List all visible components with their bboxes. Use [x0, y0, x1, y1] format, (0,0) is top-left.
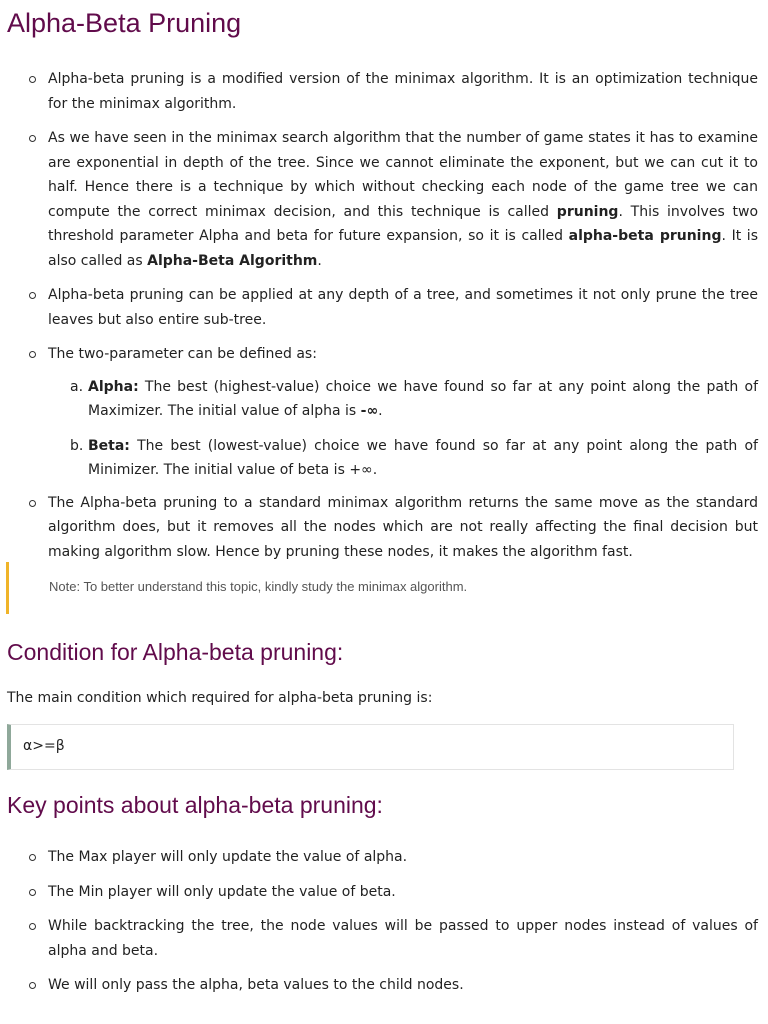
item-text: The Max player will only update the value of alpha.	[48, 849, 408, 865]
bullet-icon	[29, 982, 36, 989]
list-item	[0, 880, 768, 905]
item-text: . This involves two threshold parameter Alpha and beta for future expansion, so it is called	[48, 203, 759, 244]
parameter-name: Beta:	[88, 437, 130, 454]
list-item	[0, 283, 768, 332]
item-text: The Min player will only update the value of beta.	[48, 883, 396, 900]
parameter-list	[48, 375, 758, 483]
term-alpha-beta-pruning: alpha-beta pruning	[568, 228, 722, 244]
list-item	[0, 67, 768, 116]
list-item	[0, 491, 768, 565]
list-item	[0, 973, 768, 998]
parameter-item	[48, 434, 758, 483]
parameter-text: The best (highest-value) choice we have found so far at any point along the path of Maximizer. The initial value of alpha is	[88, 378, 758, 419]
list-item	[0, 914, 768, 963]
bullet-icon	[29, 76, 36, 83]
parameter-value: -∞	[360, 403, 379, 419]
item-text: Alpha-beta pruning is a modified version of the minimax algorithm. It is an optimization technique for the minimax algorithm.	[48, 71, 758, 112]
list-marker: b.	[70, 437, 84, 454]
bullet-icon	[29, 923, 36, 930]
item-text: While backtracking the tree, the node values will be passed to upper nodes instead of values of alpha and beta.	[48, 918, 758, 959]
item-text: .	[317, 252, 322, 269]
page-title: Alpha-Beta Pruning	[7, 8, 242, 38]
list-marker: a.	[70, 378, 84, 395]
bullet-icon	[29, 854, 36, 861]
list-item	[0, 845, 768, 870]
note-text: Note: To better understand this topic, kindly study the minimax algorithm.	[49, 579, 468, 594]
item-text: As we have seen in the minimax search algorithm that the number of game states it has to examine are exponential in depth of the tree. Since we cannot eliminate the exponent, but we can cut it to half. Hence there is a technique by which without checking each node of the game tree we can compute the correct minimax decision, and this technique is called	[48, 130, 758, 220]
list-item	[0, 342, 768, 483]
keypoints-list	[0, 845, 768, 998]
bullet-icon	[29, 292, 36, 299]
parameter-item	[48, 375, 758, 424]
condition-heading: Condition for Alpha-beta pruning:	[7, 639, 344, 665]
bullet-icon	[29, 500, 36, 507]
item-text: Alpha-beta pruning can be applied at any depth of a tree, and sometimes it not only prune the tree leaves but also entire sub-tree.	[48, 287, 758, 328]
parameter-text: The best (lowest-value) choice we have found so far at any point along the path of Minimizer. The initial value of beta is	[88, 437, 758, 478]
bullet-icon	[29, 135, 36, 142]
item-text: The two-parameter can be defined as:	[48, 346, 317, 362]
condition-text: The main condition which required for alpha-beta pruning is:	[7, 690, 433, 706]
term-alpha-beta-algorithm: Alpha-Beta Algorithm	[147, 252, 318, 269]
note-box	[6, 562, 749, 614]
formula-text: α>=β	[23, 738, 65, 754]
punctuation: .	[378, 403, 383, 419]
item-text: The Alpha-beta pruning to a standard minimax algorithm returns the same move as the standard algorithm does, but it removes all the nodes which are not really affecting the final decision but making algorithm slow. Hence by pruning these nodes, it makes the algorithm fast.	[48, 494, 758, 560]
item-text: We will only pass the alpha, beta values to the child nodes.	[48, 977, 464, 993]
item-text: . It is also called as	[48, 228, 758, 269]
bullet-icon	[29, 889, 36, 896]
punctuation: .	[372, 462, 378, 478]
intro-list	[0, 67, 768, 564]
keypoints-heading: Key points about alpha-beta pruning:	[7, 792, 383, 818]
term-pruning: pruning	[556, 203, 619, 220]
parameter-value: +∞	[349, 462, 373, 478]
list-item	[0, 126, 768, 273]
bullet-icon	[29, 351, 36, 358]
formula-box	[7, 724, 734, 770]
parameter-name: Alpha:	[88, 378, 139, 395]
